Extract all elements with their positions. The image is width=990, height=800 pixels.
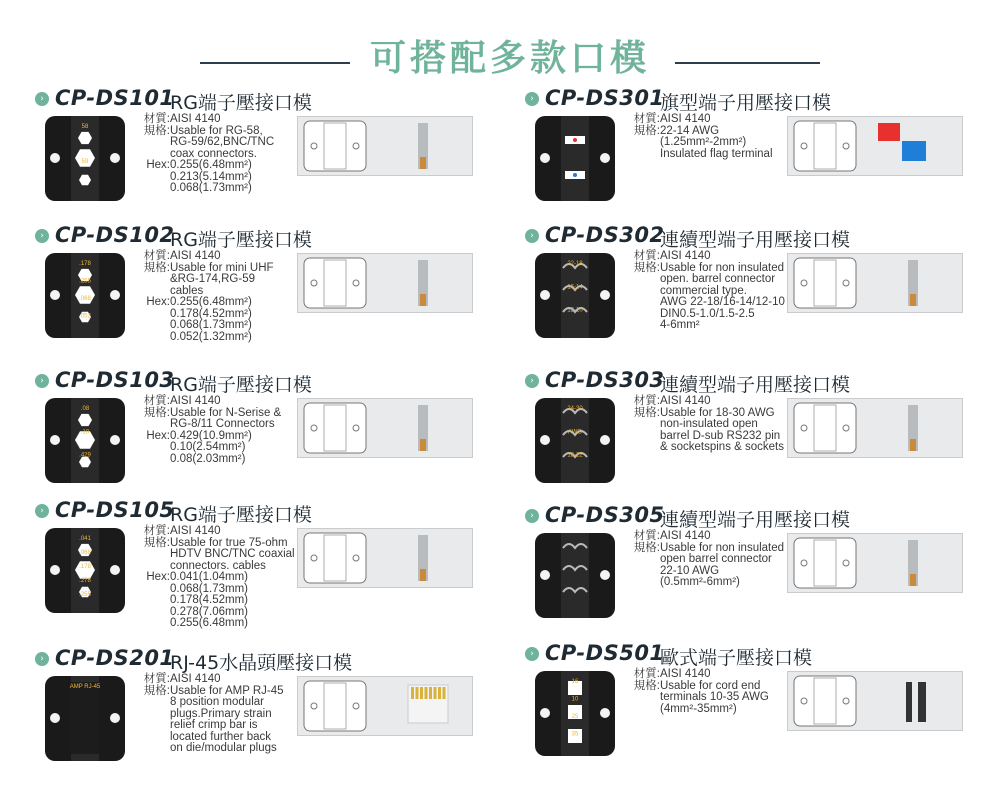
spec-value: 0.278(7.06mm)	[170, 605, 248, 618]
die-label: 12-10	[567, 307, 583, 314]
product-name: RG端子壓接口模	[170, 374, 312, 396]
product-code: CP-DS305	[545, 503, 665, 527]
product-card	[35, 648, 510, 788]
spec-list	[618, 114, 773, 160]
spec-label: 規格:	[633, 124, 660, 137]
spec-value: on die/modular plugs	[170, 742, 277, 754]
spec-label: 規格:	[633, 541, 660, 554]
spec-list	[618, 669, 769, 715]
product-code: CP-DS101	[55, 86, 175, 110]
spec-label: 材質:	[633, 668, 660, 680]
connector-thumbnail	[787, 398, 963, 458]
die-photo	[535, 671, 615, 756]
product-name: RG端子壓接口模	[170, 92, 312, 114]
die-label: 35	[571, 731, 579, 738]
spec-value: open barrel connector	[660, 553, 772, 565]
product-code: CP-DS102	[55, 223, 175, 247]
product-name: RJ-45水晶頭壓接口模	[170, 652, 353, 674]
product-name: RG端子壓接口模	[170, 229, 312, 251]
die-label: 25	[571, 714, 579, 720]
spec-list	[618, 531, 784, 589]
chevron-right-icon: ›	[35, 374, 49, 388]
connector-thumbnail	[787, 671, 963, 731]
spec-value: 0.255(6.48mm²)	[170, 296, 252, 308]
spec-value: & socketspins & sockets	[660, 441, 784, 453]
die-photo	[45, 398, 125, 483]
header-rule-right	[675, 62, 820, 64]
spec-value: 8 position modular	[170, 696, 264, 708]
spec-label: Hex:	[146, 429, 170, 442]
chevron-right-icon: ›	[35, 229, 49, 243]
spec-label: Hex:	[146, 296, 170, 308]
spec-value: 0.068(1.73mm)	[170, 582, 248, 595]
spec-label: 規格:	[633, 261, 660, 274]
die-label: 59	[81, 159, 89, 165]
spec-line	[128, 183, 274, 195]
spec-value: coax connectors.	[170, 147, 257, 160]
spec-value: Usable for 18-30 AWG	[660, 406, 775, 419]
spec-value: Usable for non insulated	[660, 261, 785, 274]
spec-value: terminals 10-35 AWG	[660, 691, 769, 703]
die-photo	[535, 533, 615, 618]
product-code: CP-DS501	[545, 641, 665, 665]
product-code: CP-DS105	[55, 498, 175, 522]
die-label: .052	[79, 313, 91, 320]
spec-value: AISI 4140	[660, 113, 711, 125]
chevron-right-icon: ›	[35, 504, 49, 518]
spec-label: 材質:	[143, 250, 170, 262]
spec-line	[618, 704, 769, 716]
product-card	[525, 88, 990, 228]
die-label: AWG	[567, 429, 583, 436]
spec-value: barrel D-sub RS232 pin	[660, 429, 781, 442]
spec-value: AISI 4140	[170, 113, 221, 125]
spec-value: (0.5mm²-6mm²)	[660, 576, 740, 588]
spec-label: 材質:	[143, 673, 170, 685]
die-label: .178	[79, 261, 91, 267]
spec-label: 材質:	[633, 530, 660, 542]
spec-value: 0.068(1.73mm²)	[170, 319, 252, 331]
spec-value: &RG-174,RG-59	[170, 273, 256, 285]
product-card	[35, 225, 510, 365]
spec-label: 規格:	[143, 261, 170, 274]
spec-value: 0.178(4.52mm)	[170, 594, 248, 606]
spec-line	[128, 454, 281, 466]
spec-label: 規格:	[633, 406, 660, 419]
spec-label: Hex:	[146, 571, 170, 583]
spec-value: 22-14 AWG	[660, 124, 720, 137]
spec-line	[618, 149, 773, 161]
spec-value: AISI 4140	[170, 395, 221, 407]
spec-value: 4-6mm²	[660, 319, 700, 331]
product-card	[525, 370, 990, 510]
die-label: .255	[79, 592, 91, 598]
die-label: 58	[81, 124, 89, 130]
spec-value: cables	[170, 284, 204, 297]
spec-list	[128, 526, 295, 630]
product-code: CP-DS303	[545, 368, 665, 392]
chevron-right-icon: ›	[35, 652, 49, 666]
spec-value: 0.255(6.48mm²)	[170, 159, 252, 171]
spec-value: 0.08(2.03mm²)	[170, 452, 246, 465]
product-code: CP-DS302	[545, 223, 665, 247]
product-card	[525, 643, 990, 783]
chevron-right-icon: ›	[525, 92, 539, 106]
spec-value: Usable for RG-58,	[170, 124, 263, 137]
spec-list	[128, 114, 274, 195]
page-header	[0, 30, 990, 80]
die-label: .255	[79, 278, 91, 285]
product-name: 連續型端子用壓接口模	[660, 374, 851, 396]
spec-value: Usable for cord end	[660, 679, 761, 692]
die-photo	[45, 116, 125, 201]
die-label: .429	[79, 452, 91, 459]
spec-value: 0.10(2.54mm²)	[170, 441, 246, 453]
spec-value: 0.213(5.14mm²)	[170, 170, 252, 183]
die-label: 16	[571, 679, 579, 685]
spec-value: 0.429(10.9mm²)	[170, 429, 252, 442]
die-label: 22-18	[567, 261, 583, 267]
spec-value: Usable for true 75-ohm	[170, 536, 288, 549]
connector-thumbnail	[787, 533, 963, 593]
product-name: 連續型端子用壓接口模	[660, 229, 851, 251]
die-photo	[535, 116, 615, 201]
header-rule-left	[200, 62, 350, 64]
spec-label: 材質:	[143, 113, 170, 125]
spec-value: AISI 4140	[170, 525, 221, 537]
spec-line	[618, 320, 785, 332]
spec-label: 材質:	[633, 395, 660, 407]
chevron-right-icon: ›	[35, 92, 49, 106]
die-photo	[45, 253, 125, 338]
spec-value: 0.178(4.52mm²)	[170, 307, 252, 320]
connector-thumbnail	[297, 528, 473, 588]
spec-value: HDTV BNC/TNC coaxial	[170, 548, 295, 560]
spec-value: Insulated flag terminal	[660, 147, 773, 160]
spec-value: 22-10 AWG	[660, 564, 720, 577]
die-photo	[535, 398, 615, 483]
spec-label: Hex:	[146, 159, 170, 171]
spec-value: (1.25mm²-2mm²)	[660, 136, 747, 148]
product-code: CP-DS103	[55, 368, 175, 392]
spec-value: Usable for N-Serise &	[170, 406, 282, 419]
spec-value: AISI 4140	[170, 673, 221, 685]
spec-list	[618, 396, 784, 454]
spec-label: 規格:	[143, 124, 170, 137]
spec-value: located further back	[170, 730, 272, 743]
spec-value: Usable for AMP RJ-45	[170, 684, 284, 697]
die-label: AMP RJ-45	[69, 684, 101, 690]
spec-value: DIN0.5-1.0/1.5-2.5	[660, 307, 755, 320]
spec-value: Usable for non insulated	[660, 541, 785, 554]
connector-thumbnail	[297, 398, 473, 458]
die-label: 16-14	[567, 284, 583, 291]
chevron-right-icon: ›	[525, 374, 539, 388]
spec-value: AISI 4140	[660, 250, 711, 262]
spec-value: AWG 22-18/16-14/12-10	[660, 296, 785, 308]
spec-line	[128, 743, 284, 755]
spec-line	[618, 577, 784, 589]
product-name: 旗型端子用壓接口模	[660, 92, 832, 114]
connector-thumbnail	[297, 116, 473, 176]
spec-value: relief crimp bar is	[170, 719, 258, 731]
spec-value: AISI 4140	[660, 668, 711, 680]
product-card	[35, 88, 510, 228]
connector-thumbnail	[297, 676, 473, 736]
spec-label: 規格:	[633, 679, 660, 692]
product-card	[525, 505, 990, 645]
spec-label: 規格:	[143, 406, 170, 419]
spec-value: RG-8/11 Connectors	[170, 418, 275, 430]
product-code: CP-DS201	[55, 646, 175, 670]
die-label: .041	[79, 536, 91, 542]
spec-label: 材質:	[143, 395, 170, 407]
spec-value: 0.041(1.04mm)	[170, 571, 248, 583]
spec-value: open. barrel connector	[660, 273, 776, 285]
spec-value: non-insulated open	[660, 418, 758, 430]
product-card	[35, 370, 510, 510]
spec-value: AISI 4140	[660, 530, 711, 542]
spec-value: RG-59/62,BNC/TNC	[170, 136, 275, 148]
die-photo	[535, 253, 615, 338]
chevron-right-icon: ›	[525, 509, 539, 523]
connector-thumbnail	[787, 253, 963, 313]
die-label: .08	[80, 406, 90, 412]
die-photo	[45, 528, 125, 613]
spec-line	[128, 618, 295, 630]
spec-label: 規格:	[143, 536, 170, 549]
spec-value: 0.068(1.73mm²)	[170, 182, 252, 194]
chevron-right-icon: ›	[525, 229, 539, 243]
spec-value: AISI 4140	[660, 395, 711, 407]
chevron-right-icon: ›	[525, 647, 539, 661]
spec-value: 0.255(6.48mm)	[170, 617, 248, 629]
spec-value: Usable for mini UHF	[170, 261, 274, 274]
spec-line	[128, 332, 274, 344]
spec-label: 規格:	[143, 684, 170, 697]
connector-thumbnail	[297, 253, 473, 313]
die-label: .068	[79, 550, 91, 556]
page-title: 可搭配多款口模	[369, 38, 650, 79]
spec-label: 材質:	[633, 113, 660, 125]
product-card	[35, 500, 510, 640]
spec-list	[128, 251, 274, 343]
connector-thumbnail	[787, 116, 963, 176]
spec-label: 材質:	[633, 250, 660, 262]
die-label: .178	[79, 564, 91, 570]
product-code: CP-DS301	[545, 86, 665, 110]
spec-value: commercial type.	[660, 284, 747, 297]
spec-value: plugs.Primary strain	[170, 707, 272, 720]
spec-list	[128, 674, 284, 755]
spec-value: AISI 4140	[170, 250, 221, 262]
spec-label: 材質:	[143, 525, 170, 537]
product-name: 連續型端子用壓接口模	[660, 509, 851, 531]
die-label: .068	[79, 296, 91, 302]
die-label: 18-22	[567, 452, 583, 459]
die-label: .278	[79, 578, 91, 584]
product-name: RG端子壓接口模	[170, 504, 312, 526]
product-name: 歐式端子壓接口模	[660, 647, 813, 669]
spec-value: 0.052(1.32mm²)	[170, 330, 252, 343]
spec-value: connectors. cables	[170, 559, 266, 572]
die-photo	[45, 676, 125, 761]
spec-line	[618, 309, 785, 321]
die-label: 24-30	[567, 406, 583, 412]
spec-list	[618, 251, 785, 332]
die-label: .10	[80, 429, 90, 436]
product-card	[525, 225, 990, 365]
die-label: 10	[571, 696, 579, 703]
spec-line	[618, 442, 784, 454]
spec-value: (4mm²-35mm²)	[660, 702, 737, 715]
spec-list	[128, 396, 281, 465]
